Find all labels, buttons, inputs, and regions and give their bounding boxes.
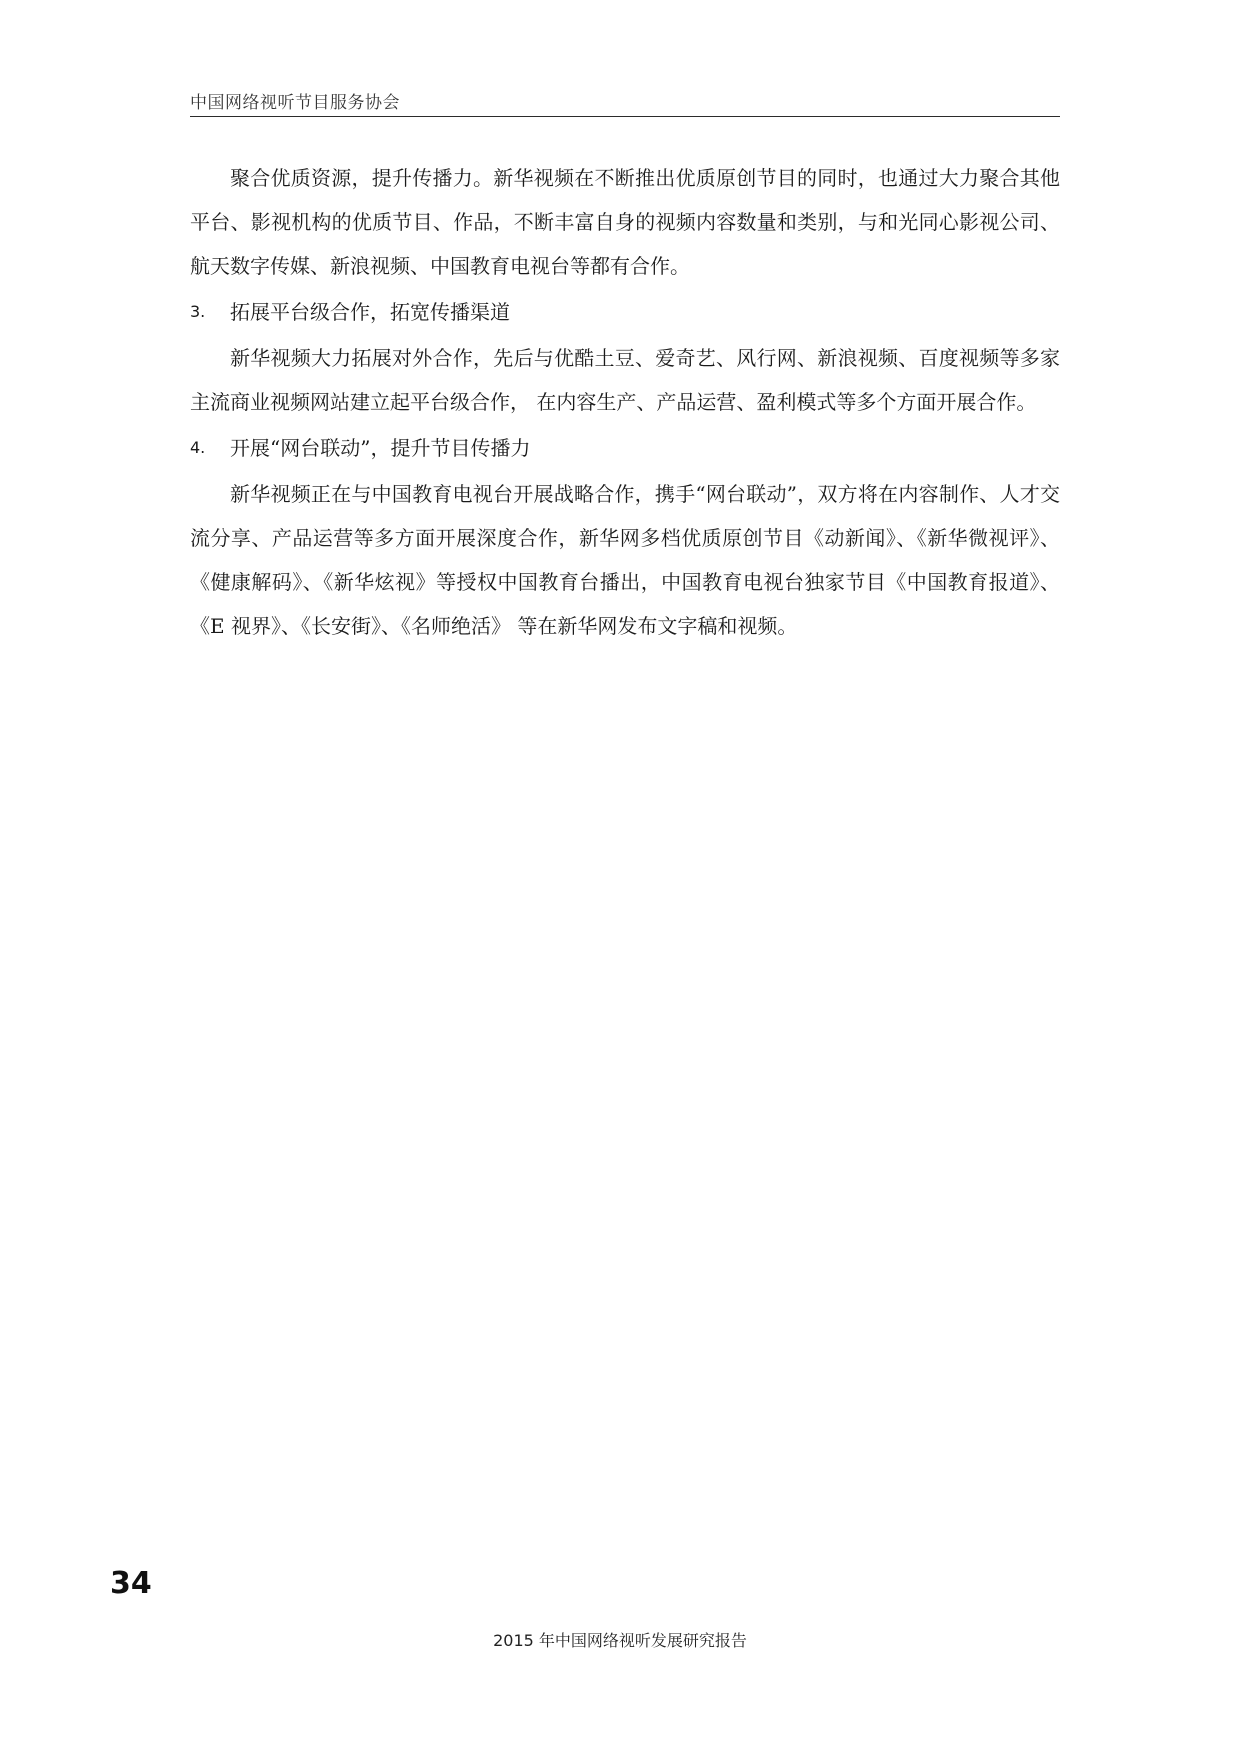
page-header — [190, 84, 1060, 117]
section-number: 4. — [190, 438, 206, 457]
header-title: 中国网络视听节目服务协会 — [190, 93, 400, 113]
section-number: 3. — [190, 302, 206, 321]
paragraph-platform-cooperation: 新华视频大力拓展对外合作，先后与优酷土豆、爱奇艺、风行网、新浪视频、百度视频等多家主流商业视频网站建立起平台级合作， 在内容生产、产品运营、盈利模式等多个方面开展合作。 — [190, 346, 1060, 414]
section-heading-4 — [190, 426, 1060, 470]
section-title: 开展“网台联动”，提升节目传播力 — [230, 436, 531, 460]
page-footer: 2015 年中国网络视听发展研究报告 — [493, 1631, 747, 1650]
paragraph-resource-aggregation: 聚合优质资源，提升传播力。新华视频在不断推出优质原创节目的同时，也通过大力聚合其他平台、影视机构的优质节目、作品，不断丰富自身的视频内容数量和类别，与和光同心影视公司、航天数字传媒、新浪视频、中国教育电视台等都有合作。 — [190, 166, 1060, 278]
section-title: 拓展平台级合作，拓宽传播渠道 — [230, 300, 510, 324]
paragraph-network-tv-linkage: 新华视频正在与中国教育电视台开展战略合作，携手“网台联动”，双方将在内容制作、人才交流分享、产品运营等多方面开展深度合作，新华网多档优质原创节目《动新闻》、《新华微视评》、《健康解码》、《新华炫视》等授权中国教育台播出，中国教育电视台独家节目《中国教育报道》、《E 视界》、《长安街》、《名师绝活》 等在新华网发布文字稿和视频。 — [190, 482, 1060, 638]
page-number: 34 — [110, 1566, 152, 1601]
main-content — [190, 156, 1060, 648]
section-heading-3 — [190, 290, 1060, 334]
